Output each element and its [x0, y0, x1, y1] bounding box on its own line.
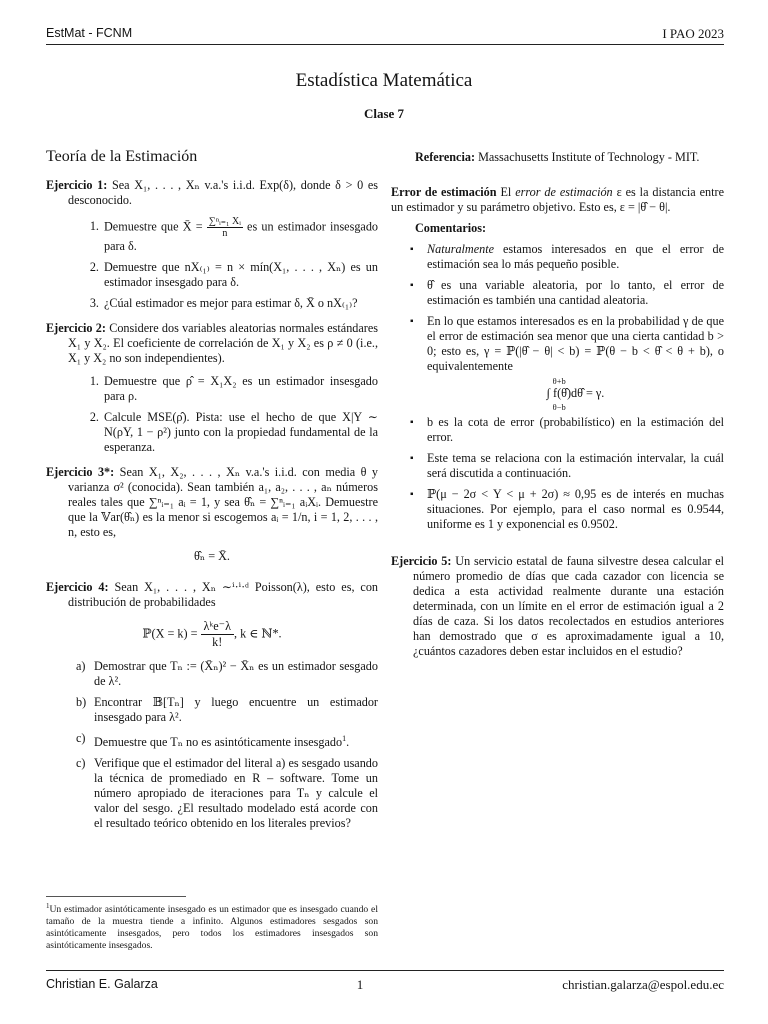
estimation-error-definition: Error de estimación El error de estimación ε es la distancia entre un estimador y su parámetro objetivo. Esto es, ε = |θ̂ − θ|.	[391, 185, 724, 214]
ex4-item: b) Encontrar 𝔹[Tₙ] y luego encuentre un estimador insesgado para λ².	[76, 695, 378, 724]
ex2-label: Ejercicio 2:	[46, 321, 106, 335]
comment-item: ▪ ℙ(μ − 2σ < Y < μ + 2σ) ≈ 0,95 es de interés en muchas situaciones. Por ejemplo, para el caso normal es 0.9544, uniforme es 1 y exponencial es 0.9502.	[399, 487, 724, 532]
footer-rule	[46, 970, 724, 971]
ex2-item: 1. Demuestre que ρ̂ = X₁X₂ es un estimador insesgado para ρ.	[102, 374, 378, 404]
left-column	[46, 148, 378, 841]
ex1-item: 2. Demuestre que nX₍₁₎ = n × mín(X₁, . . . , Xₙ) es un estimador insesgado para δ.	[102, 260, 378, 290]
comment-item: ▪ En lo que estamos interesados es en la probabilidad γ de que el error de estimación sea menor que una cierta cantidad b > 0; esto es, γ = ℙ(|θ̂ − θ| < b) = ℙ(θ − b < θ̂ < θ + b), o equivalentemente ∫ f(θ̂)dθ̂ = γ. θ+b θ−b	[399, 314, 724, 401]
ex1-item: 1. Demuestre que X̄ = $\frac{\text{∑ⁿᵢ₌₁ Xᵢ}}{n}$ es un estimador insesgado para δ.	[102, 216, 378, 254]
page-footer	[46, 977, 724, 993]
ex4-item: c) Verifique que el estimador del literal a) es sesgado usando la técnica de promediado en R – software. Tome un número apropiado de iteraciones para Tₙ y calcule el valor del sesgo. ¿El resultado modelado está acorde con el resultado teórico obtenido en los literales previos?	[76, 756, 378, 831]
exercise-3	[46, 465, 378, 564]
ex1-list	[46, 216, 378, 311]
ex4-label: Ejercicio 4:	[46, 580, 109, 594]
footer-author: Christian E. Galarza	[46, 977, 158, 991]
page-number: 1	[356, 977, 364, 992]
footer-email[interactable]: christian.galarza@espol.edu.ec	[562, 977, 724, 992]
exercise-1	[46, 178, 378, 311]
ex1-label: Ejercicio 1:	[46, 178, 108, 192]
page-title: Estadística Matemática	[295, 70, 473, 91]
poisson-pmf-equation: ℙ(X = k) = λᵏe⁻λ k!, k ∈ ℕ*.	[142, 619, 282, 649]
comments-list	[391, 242, 724, 532]
footnote-rule	[46, 896, 186, 897]
comments-label: Comentarios:	[415, 221, 487, 235]
ex3-equation: θ̂ₙ = X̄.	[194, 549, 230, 563]
ex2-item: 2. Calcule MSE(ρ̂). Pista: use el hecho de que X|Y ∼ N(ρY, 1 − ρ²) junto con la propiedad fundamental de la esperanza.	[102, 410, 378, 455]
exercise-4	[46, 580, 378, 831]
ex4-list	[46, 659, 378, 831]
integral-equation: ∫ f(θ̂)dθ̂ = γ. θ+b θ−b	[546, 376, 605, 412]
ex2-intro: Considere dos variables aleatorias normales estándares X₁ y X₂. El coeficiente de correlación de X₁ y X₂ es ρ ≠ 0 (i.e., X₁ y X₂ no son independientes).	[68, 321, 379, 365]
reference: Referencia: Massachusetts Institute of Technology - MIT.	[415, 150, 700, 164]
exercise-5: Ejercicio 5: Un servicio estatal de fauna silvestre desea calcular el número promedio de días que cada cazador con licencia se dedica a esta actividad realmente durante una estación determinada, con un límite en el error de estimación igual a 2 días de caza. Si los datos recolectados en estudios anteriores han demostrado que σ es aproximadamente igual a 10, ¿cuántos cazadores deben estar incluidos en el estudio?	[391, 554, 725, 658]
comment-item: ▪ θ̂ es una variable aleatoria, por lo tanto, el error de estimación es también una cantidad aleatoria.	[399, 278, 724, 308]
header-term: I PAO 2023	[662, 26, 724, 41]
footnote: $^1$Un estimador asintóticamente insesgado es un estimador que es insesgado cuando el tamaño de la muestra tiende a infinito. Algunos estimadores sesgados son asintóticamente insesgados, pero todos los estimadores insesgados son asintóticamente insesgados.	[46, 902, 378, 952]
page-subtitle: Clase 7	[363, 106, 405, 121]
ex1-item: 3. ¿Cúal estimador es mejor para estimar δ, X̄ o nX₍₁₎?	[102, 296, 378, 311]
exercise-2	[46, 321, 378, 455]
ex1-intro: Sea X₁, . . . , Xₙ v.a.'s i.i.d. Exp(δ), donde δ > 0 es desconocido.	[68, 178, 379, 207]
comment-item: ▪ Naturalmente estamos interesados en que el error de estimación sea lo más pequeño posible.	[399, 242, 724, 272]
comment-item: ▪ Este tema se relaciona con la estimación intervalar, la cuál será discutida a continuación.	[399, 451, 724, 481]
ex4-item: a) Demostrar que Tₙ := (X̄ₙ)² − X̄ₙ es un estimador sesgado de λ².	[76, 659, 378, 688]
ex3-label: Ejercicio 3*:	[46, 465, 115, 479]
ex3-intro: Sean X₁, X₂, . . . , Xₙ v.a.'s i.i.d. con media θ y varianza σ² (conocida). Sean también a₁, a₂, . . . , aₙ números reales tales que ∑ⁿᵢ₌₁ aᵢ = 1, y sea θ̂ₙ = ∑ⁿᵢ₌₁ aᵢXᵢ. Demuestre que la 𝕍ar(θ̂ₙ) es la menor si escogemos aᵢ = 1/n, i = 1, 2, . . . , n, esto es,	[68, 465, 378, 539]
right-column	[391, 148, 724, 659]
ex2-list	[46, 374, 378, 455]
ex4-item: c) Demuestre que Tₙ no es asintóticamente insesgado$^1$.	[76, 731, 350, 750]
mean-fraction: $\frac{\text{∑ⁿᵢ₌₁ Xᵢ}}{n}$	[208, 216, 241, 239]
footnote-mark[interactable]: 1	[342, 734, 347, 743]
page-header	[46, 26, 724, 42]
ex4-intro: Sean X₁, . . . , Xₙ ∼ⁱ·ⁱ·ᵈ Poisson(λ), esto es, con distribución de probabilidades	[68, 580, 379, 609]
comment-item: ▪ b es la cota de error (probabilístico) en la estimación del error.	[399, 415, 724, 445]
section-title: Teoría de la Estimación	[46, 148, 198, 165]
header-rule	[46, 44, 724, 45]
header-course: EstMat - FCNM	[46, 26, 133, 40]
pmf-fraction: λᵏe⁻λ k!	[201, 619, 235, 650]
